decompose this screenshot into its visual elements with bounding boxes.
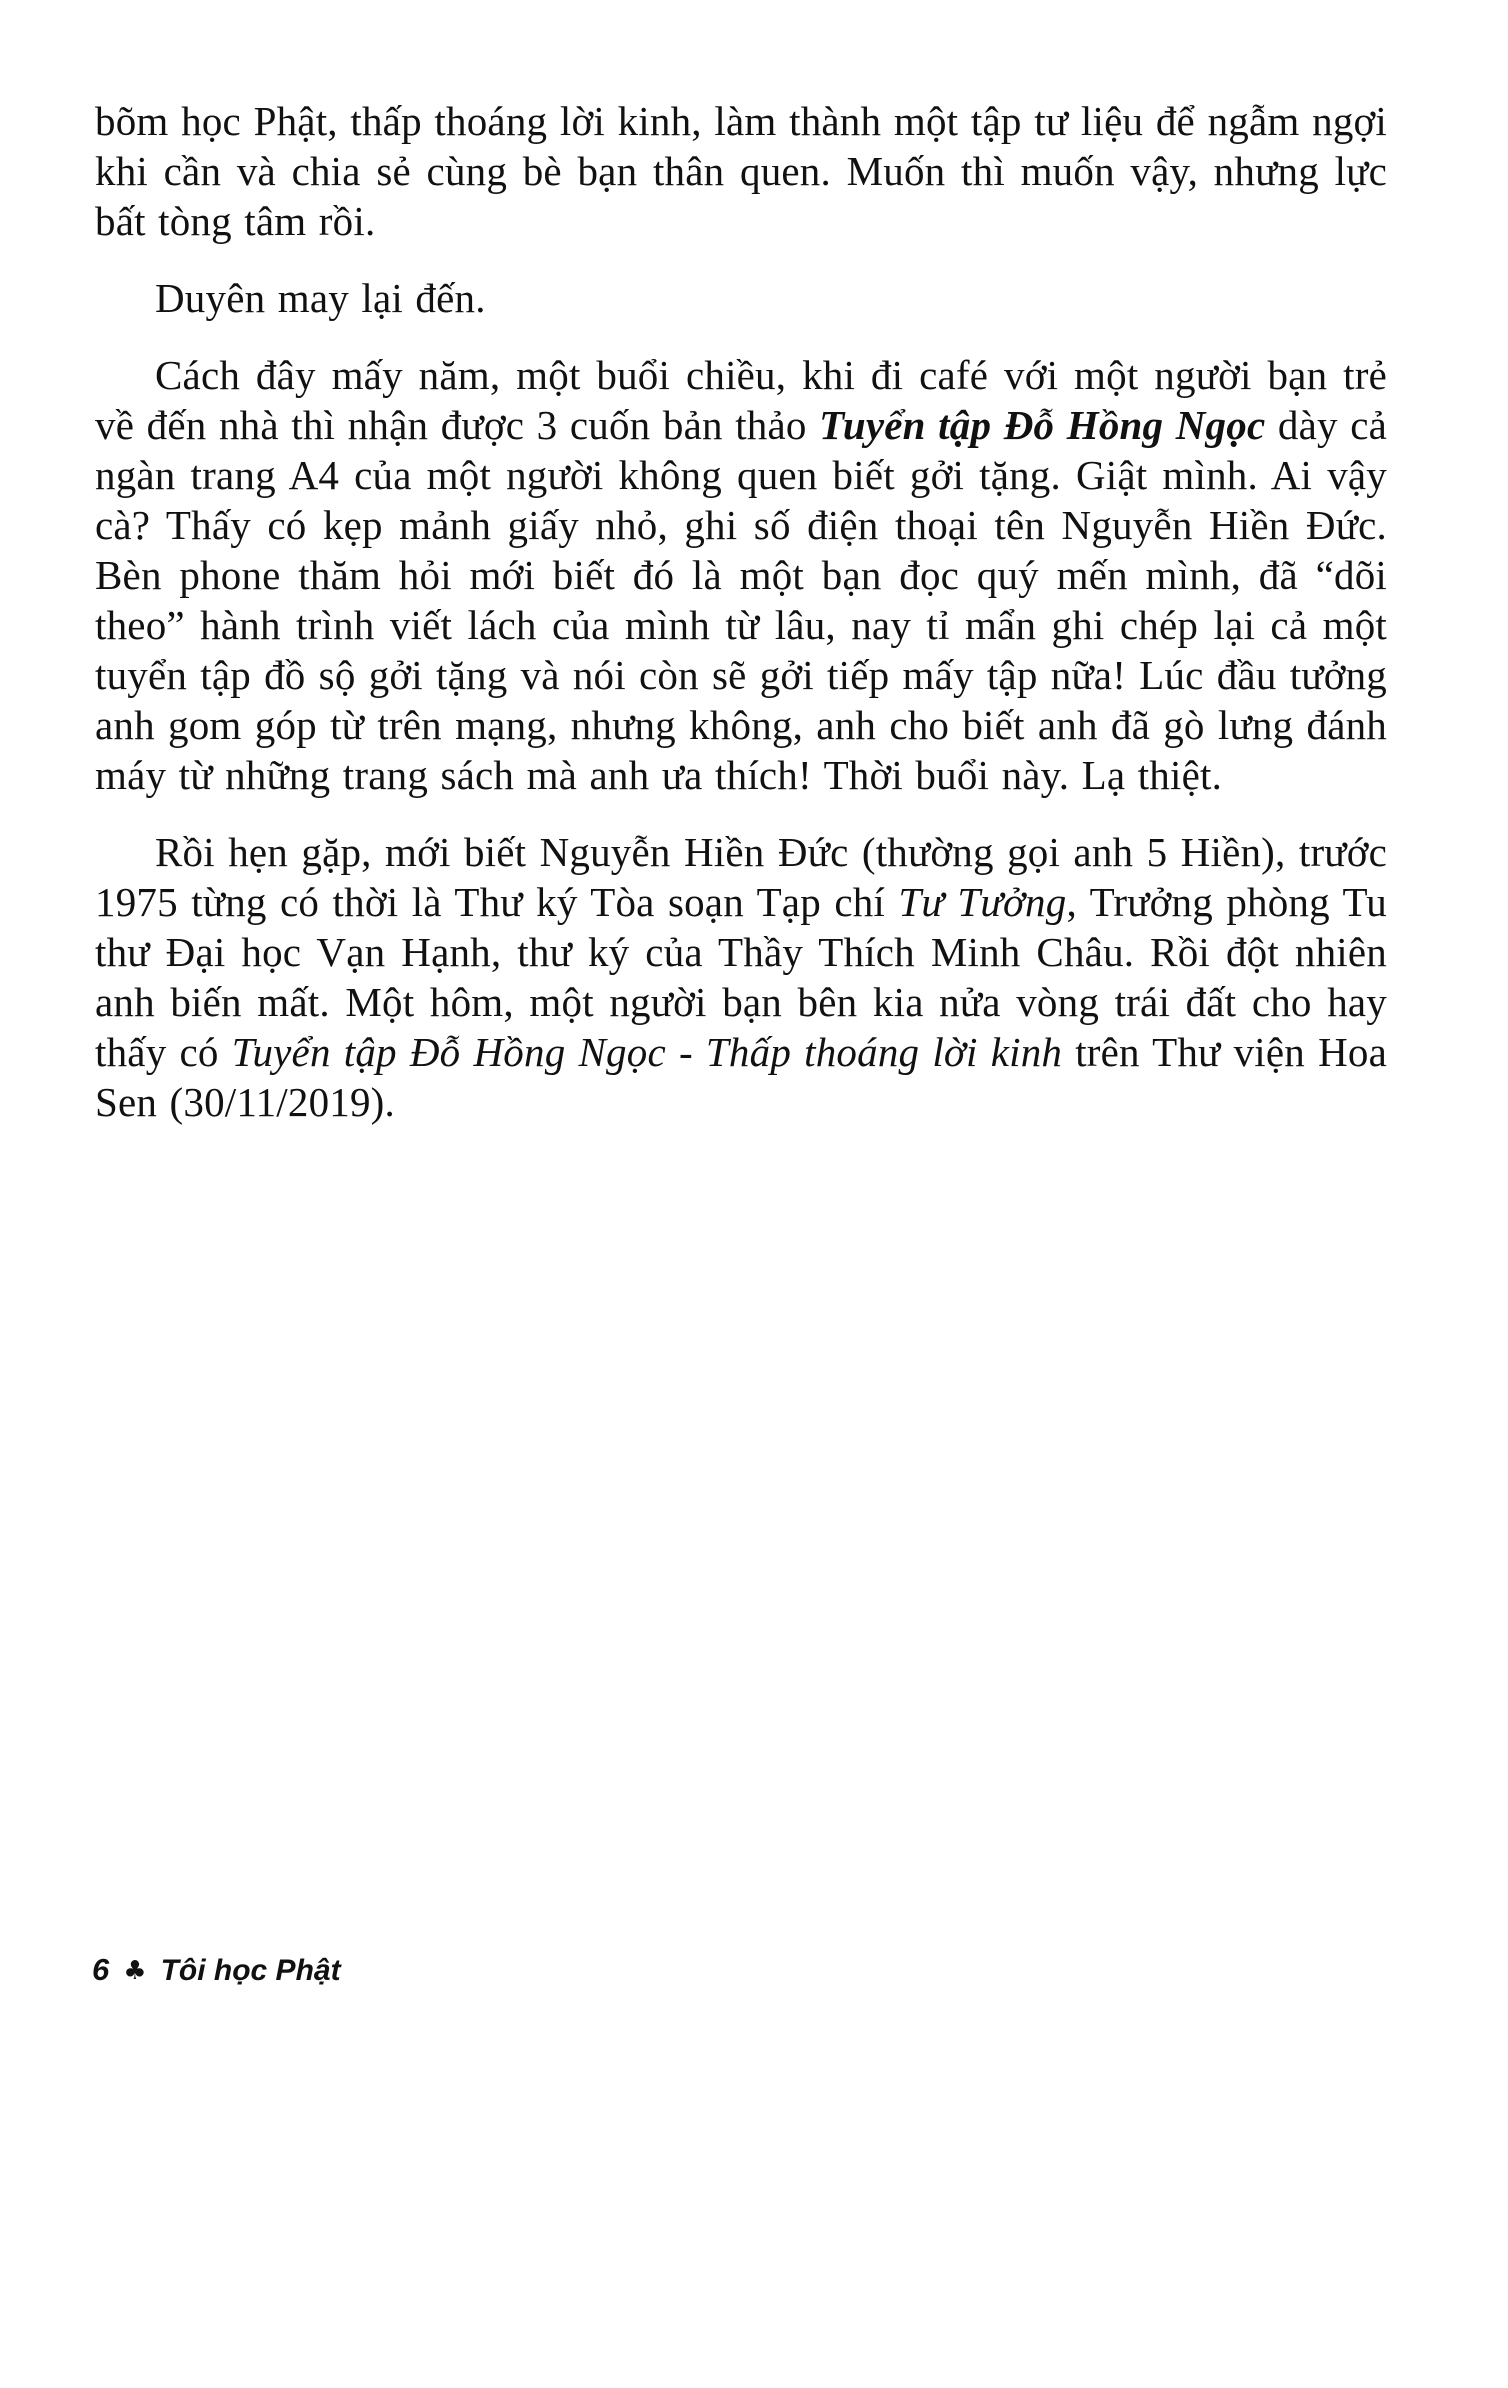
page-footer <box>92 1952 341 1988</box>
page-text <box>95 96 1387 1127</box>
text-run: bõm học Phật, thấp thoáng lời kinh, làm thành một tập tư liệu để ngẫm ngợi khi cần và chia sẻ cùng bè bạn thân quen. Muốn thì muốn vậy, nhưng lực bất tòng tâm rồi. <box>95 98 1387 244</box>
text-run: trên Thư viện Hoa Sen (30/11/2019). <box>95 1029 1387 1125</box>
book-title-run: Tuyển tập Đỗ Hồng Ngọc <box>819 402 1266 448</box>
paragraph <box>95 350 1387 800</box>
text-run: Cách đây mấy năm, một buổi chiều, khi đi café với một người bạn trẻ về đến nhà thì nhận được 3 cuốn bản thảo <box>95 352 1387 448</box>
text-run: dày cả ngàn trang A4 của một người không quen biết gởi tặng. Giật mình. Ai vậy cà? Thấy có kẹp mảnh giấy nhỏ, ghi số điện thoại tên Nguyễn Hiền Đức. Bèn phone thăm hỏi mới biết đó là một bạn đọc quý mến mình, đã “dõi theo” hành trình viết lách của mình từ lâu, nay tỉ mẩn ghi chép lại cả một tuyển tập đồ sộ gởi tặng và nói còn sẽ gởi tiếp mấy tập nữa! Lúc đầu tưởng anh gom góp từ trên mạng, nhưng không, anh cho biết anh đã gò lưng đánh máy từ những trang sách mà anh ưa thích! Thời buổi này. Lạ thiệt. <box>95 402 1388 798</box>
text-run: Rồi hẹn gặp, mới biết Nguyễn Hiền Đức (thường gọi anh 5 Hiền), trước 1975 từng có thời là Thư ký Tòa soạn Tạp chí <box>95 829 1387 925</box>
journal-title-run: Tư Tưởng <box>898 879 1067 925</box>
club-icon: ♣ <box>123 1956 147 1986</box>
book-title-run: Tuyển tập Đỗ Hồng Ngọc - Thấp thoáng lời kinh <box>231 1029 1063 1075</box>
paragraph <box>95 96 1387 246</box>
running-book-title: Tôi học Phật <box>160 1954 341 1987</box>
page-number: 6 <box>92 1952 110 1987</box>
paragraph <box>95 827 1387 1127</box>
text-run: , Trưởng phòng Tu thư Đại học Vạn Hạnh, thư ký của Thầy Thích Minh Châu. Rồi đột nhiên anh biến mất. Một hôm, một người bạn bên kia nửa vòng trái đất cho hay thấy có <box>95 879 1388 1075</box>
paragraph <box>95 273 1387 323</box>
text-run: Duyên may lại đến. <box>155 275 486 321</box>
